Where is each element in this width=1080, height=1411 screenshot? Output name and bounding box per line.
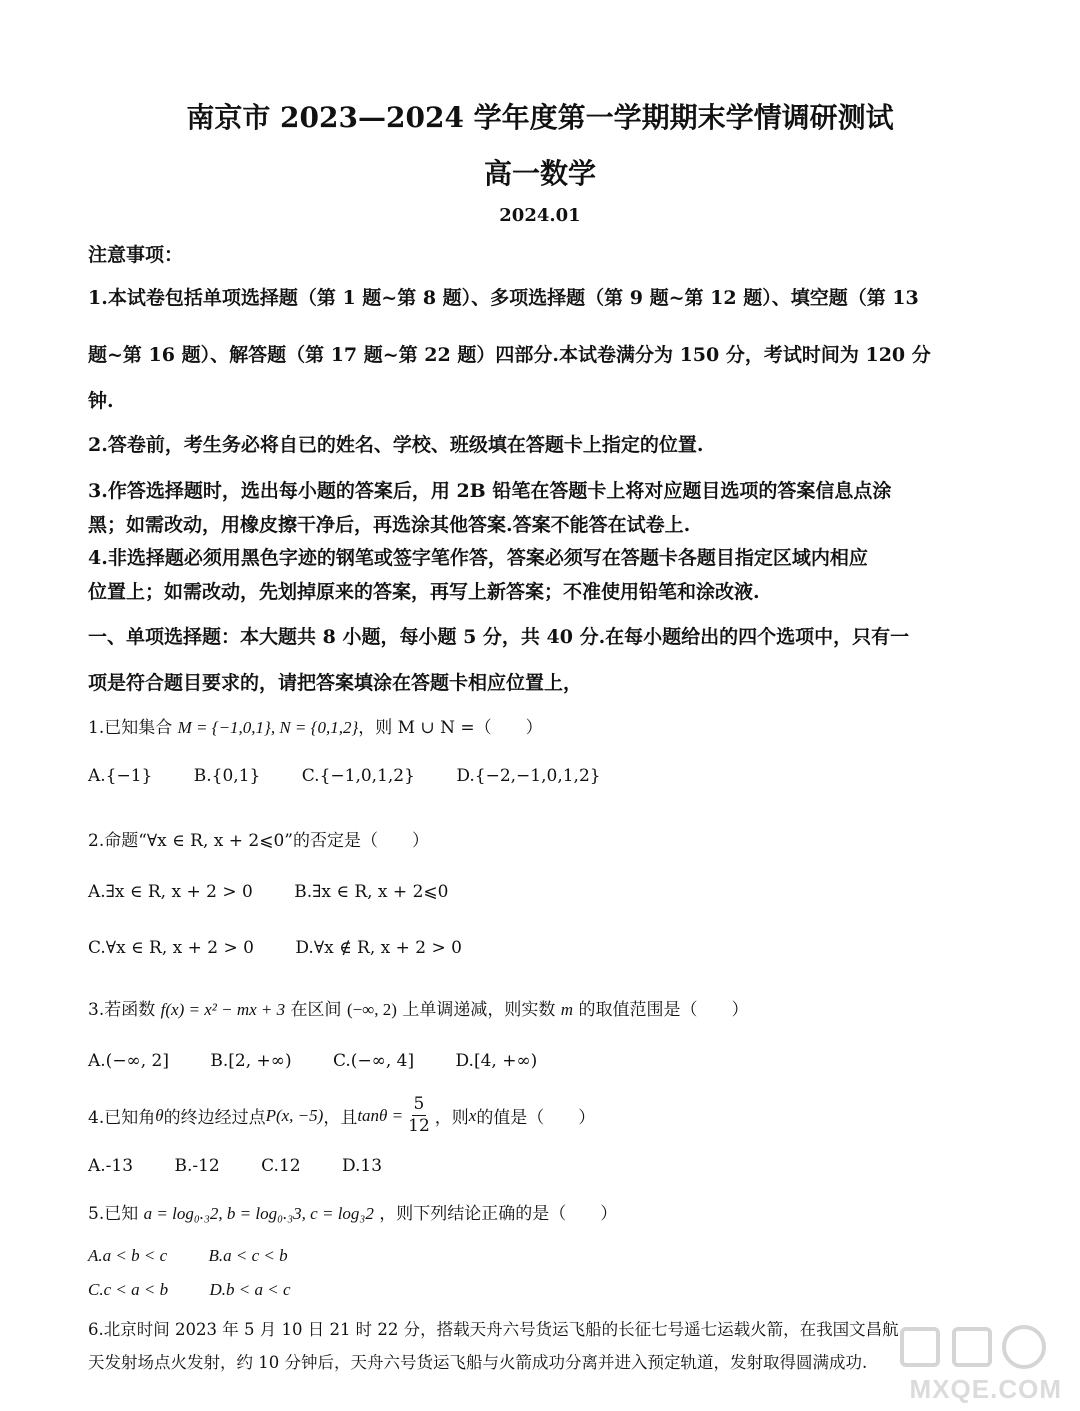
q1-set-n: , N = {0,1,2} <box>270 718 359 737</box>
q2-option-b: B.∃x ∈ R, x + 2⩽0 <box>294 882 449 902</box>
notice-item-1-line-3: 钟. <box>88 390 114 412</box>
q4-stem-e: 的值是（ ） <box>476 1108 596 1128</box>
question-2-options-row-1 <box>88 882 484 902</box>
q4-var-x: x <box>468 1105 477 1125</box>
notice-item-3-line-2: 黑；如需改动，用橡皮擦干净后，再选涂其他答案.答案不能答在试卷上. <box>88 514 691 536</box>
q4-fraction <box>406 1096 432 1135</box>
q5-expression: a = log₀.₃2, b = log₀.₃3, c = log₃2 <box>143 1204 374 1223</box>
q3-interval: (−∞, 2) <box>346 1000 397 1019</box>
notice-item-2: 2.答卷前，考生务必将自已的姓名、学校、班级填在答题卡上指定的位置. <box>88 434 704 456</box>
notice-item-4-line-2: 位置上；如需改动，先划掉原来的答案，再写上新答案；不准使用铅笔和涂改液. <box>88 581 760 603</box>
question-3-options <box>88 1051 573 1071</box>
exam-title: 南京市 2023—2024 学年度第一学期期末学情调研测试 <box>186 101 894 134</box>
q4-option-d: D.13 <box>342 1156 383 1176</box>
section-1-line-2: 项是符合题目要求的，请把答案填涂在答题卡相应位置上， <box>88 672 583 694</box>
question-5-options-row-2 <box>88 1280 327 1300</box>
q5-option-c: C.c < a < b <box>88 1280 169 1299</box>
exam-subject: 高一数学 <box>483 157 596 190</box>
q3-function: f(x) = x² − mx + 3 <box>160 1000 286 1019</box>
question-2-options-row-2 <box>88 938 498 958</box>
q5-option-d: D.b < a < c <box>209 1280 291 1299</box>
q5-option-b: B.a < c < b <box>208 1246 288 1265</box>
question-2-stem: 2.命题“∀x ∈ R, x + 2⩽0”的否定是（ ） <box>88 831 429 851</box>
q1-suffix: ，则 M ∪ N =（ ） <box>358 718 543 738</box>
q4-fraction-denominator: 12 <box>408 1116 430 1136</box>
q4-stem-d: ，则 <box>434 1108 469 1128</box>
question-1-stem <box>88 713 543 738</box>
q5-stem-b: ，则下列结论正确的是（ ） <box>379 1204 618 1224</box>
q5-option-a: A.a < b < c <box>88 1246 168 1265</box>
q4-theta: θ <box>155 1105 164 1125</box>
q5-stem-a: 5.已知 <box>88 1204 139 1224</box>
q1-set-m: M = {−1,0,1} <box>177 718 271 737</box>
q2-option-a: A.∃x ∈ R, x + 2 > 0 <box>88 882 253 902</box>
question-1-options <box>88 766 637 786</box>
q3-option-c: C.(−∞, 4] <box>333 1051 415 1071</box>
question-5-options-row-1 <box>88 1246 324 1266</box>
question-6-line-1: 6.北京时间 2023 年 5 月 10 日 21 时 22 分，搭载天舟六号货运飞船的长征七号遥七运载火箭，在我国文昌航 <box>88 1320 899 1339</box>
q1-option-b: B.{0,1} <box>193 766 261 786</box>
q3-option-d: D.[4, +∞) <box>455 1051 538 1071</box>
notice-item-1-line-2: 题~第 16 题）、解答题（第 17 题~第 22 题）四部分.本试卷满分为 150 分，考试时间为 120 分 <box>88 344 931 366</box>
question-6-line-2: 天发射场点火发射，约 10 分钟后，天舟六号货运飞船与火箭成功分离并进入预定轨道，发射取得圆满成功. <box>88 1353 868 1372</box>
watermark-text: MXQE.COM <box>909 1374 1062 1404</box>
notice-item-1-line-1: 1.本试卷包括单项选择题（第 1 题~第 8 题）、多项选择题（第 9 题~第 12 题）、填空题（第 13 <box>88 287 919 309</box>
q4-option-c: C.12 <box>261 1156 301 1176</box>
q1-prefix: 1.已知集合 <box>88 718 173 738</box>
q1-option-a: A.{−1} <box>88 766 153 786</box>
notice-item-3-line-1: 3.作答选择题时，选出每小题的答案后，用 2B 铅笔在答题卡上将对应题目选项的答案信息点涂 <box>88 480 892 502</box>
question-4-stem <box>88 1096 595 1135</box>
q3-stem-a: 3.若函数 <box>88 1000 156 1020</box>
q4-stem-c: ，且 <box>323 1108 358 1128</box>
notice-item-4-line-1: 4.非选择题必须用黑色字迹的钢笔或签字笔作答，答案必须写在答题卡各题目指定区域内相应 <box>88 547 868 569</box>
q4-point: P(x, −5) <box>265 1105 324 1125</box>
notice-heading: 注意事项： <box>88 244 184 266</box>
watermark-emblem-icon <box>892 1319 1062 1379</box>
q3-stem-c: 上单调递减，则实数 <box>402 1000 556 1020</box>
q4-option-b: B.-12 <box>174 1156 220 1176</box>
q4-fraction-numerator: 5 <box>413 1094 425 1114</box>
q4-tan: tanθ = <box>357 1105 404 1125</box>
q3-var-m: m <box>560 1000 574 1019</box>
q4-option-a: A.-13 <box>88 1156 134 1176</box>
q2-option-d: D.∀x ∉ R, x + 2 > 0 <box>295 938 462 958</box>
q3-option-b: B.[2, +∞) <box>210 1051 292 1071</box>
q4-stem-a: 4.已知角 <box>88 1108 156 1128</box>
q3-stem-d: 的取值范围是（ ） <box>578 1000 749 1020</box>
q2-option-c: C.∀x ∈ R, x + 2 > 0 <box>88 938 254 958</box>
section-1-line-1: 一、单项选择题：本大题共 8 小题，每小题 5 分，共 40 分.在每小题给出的四个选项中，只有一 <box>88 626 910 648</box>
q3-stem-b: 在区间 <box>290 1000 342 1020</box>
watermark-logo <box>892 1319 1062 1405</box>
q1-option-d: D.{−2,−1,0,1,2} <box>456 766 601 786</box>
q3-option-a: A.(−∞, 2] <box>88 1051 169 1071</box>
question-3-stem <box>88 995 748 1020</box>
q1-option-c: C.{−1,0,1,2} <box>301 766 415 786</box>
question-5-stem <box>88 1199 617 1224</box>
exam-date: 2024.01 <box>499 205 581 226</box>
question-4-options <box>88 1156 418 1176</box>
q4-stem-b: 的终边经过点 <box>163 1108 266 1128</box>
